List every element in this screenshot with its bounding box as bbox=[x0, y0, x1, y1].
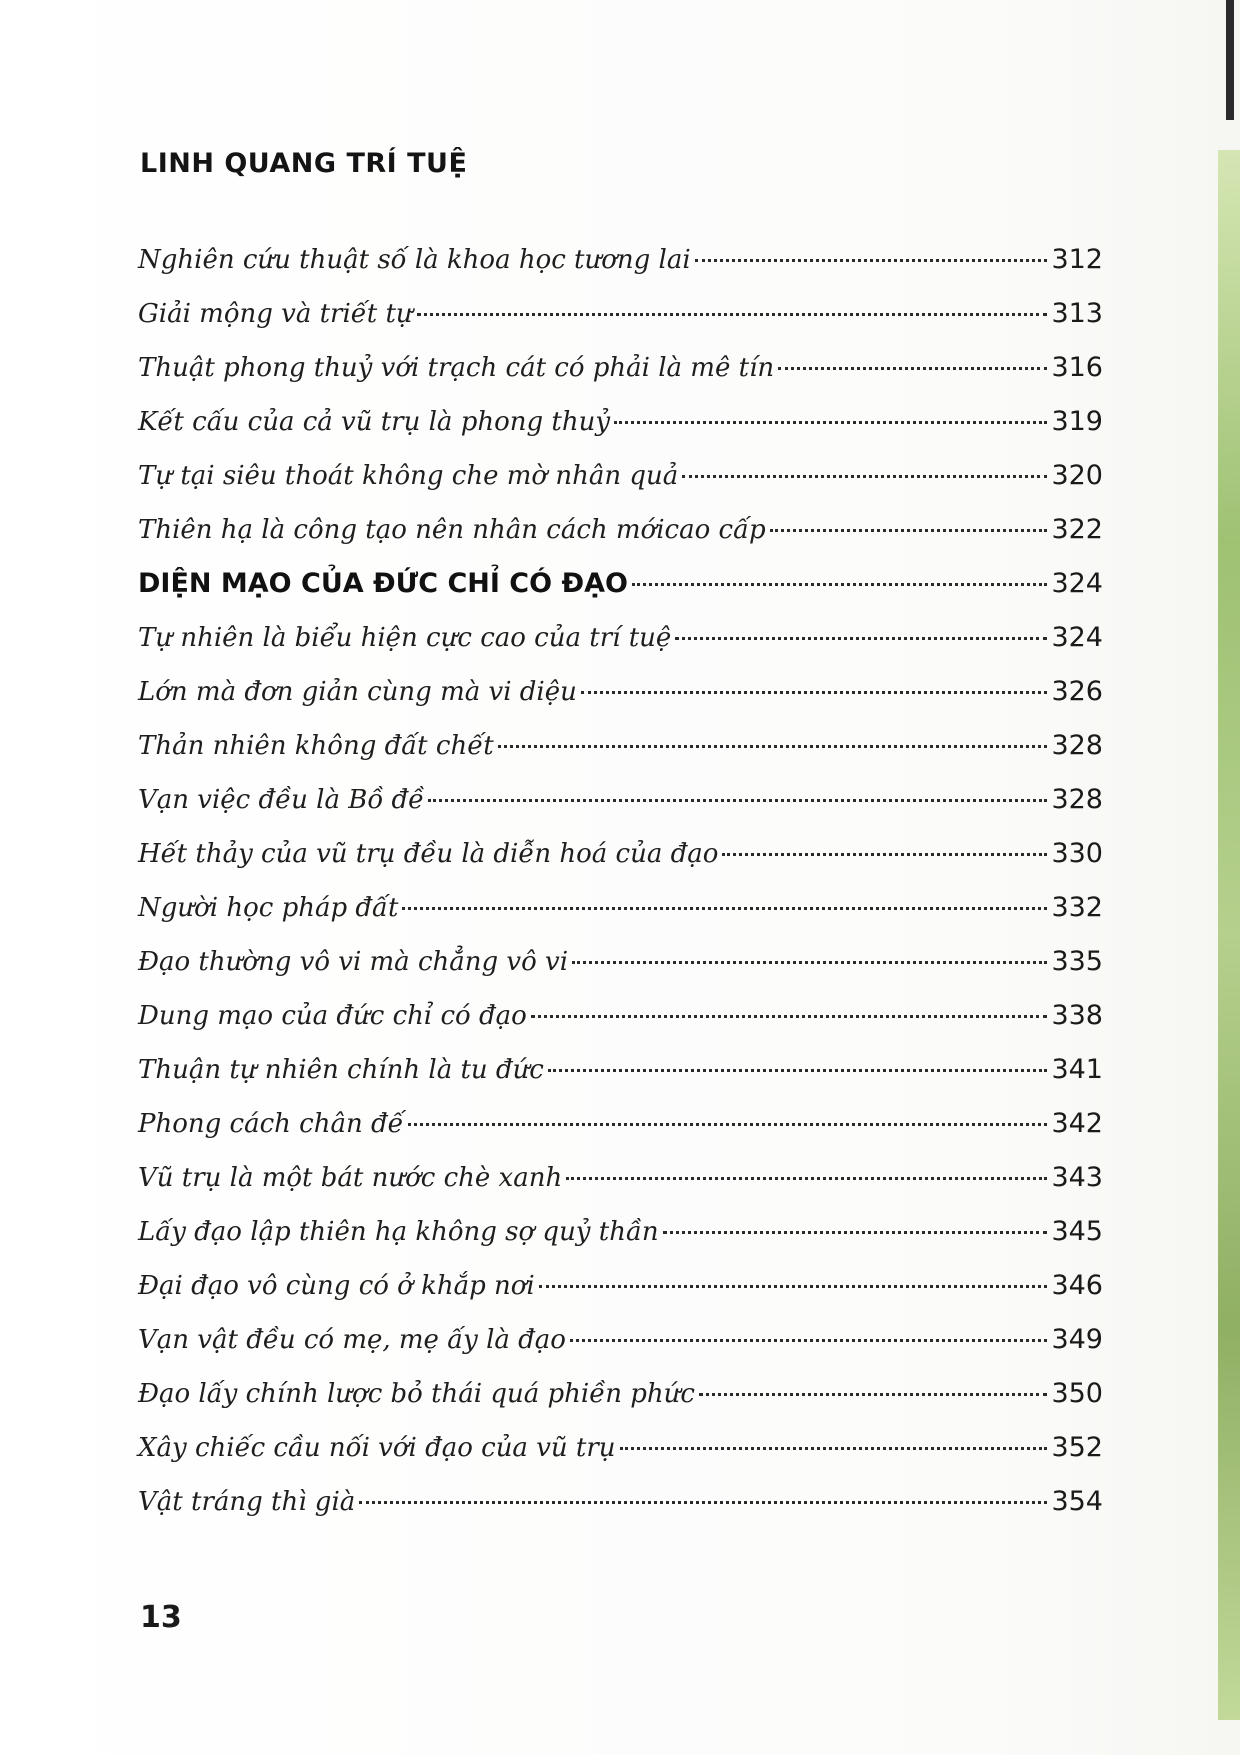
dot-leader bbox=[417, 313, 1048, 316]
dot-leader bbox=[498, 745, 1048, 748]
toc-entry-page: 319 bbox=[1051, 406, 1103, 437]
dot-leader bbox=[614, 421, 1047, 424]
dot-leader bbox=[722, 853, 1047, 856]
toc-entry-page: 350 bbox=[1051, 1378, 1103, 1409]
toc-entry bbox=[138, 514, 1103, 568]
page-edge-shadow bbox=[1226, 0, 1234, 120]
toc-entry-page: 332 bbox=[1051, 892, 1103, 923]
toc-entry bbox=[138, 460, 1103, 514]
dot-leader bbox=[770, 529, 1048, 532]
toc-entry bbox=[138, 352, 1103, 406]
table-of-contents bbox=[138, 244, 1103, 1540]
toc-entry-title: Tự tại siêu thoát không che mờ nhân quả bbox=[138, 461, 679, 491]
toc-entry-page: 324 bbox=[1051, 622, 1103, 653]
toc-entry bbox=[138, 1162, 1103, 1216]
dot-leader bbox=[531, 1015, 1048, 1018]
toc-entry-title: Thiên hạ là công tạo nên nhân cách mớicao cấp bbox=[138, 515, 766, 545]
toc-entry-title: Vạn vật đều có mẹ, mẹ ấy là đạo bbox=[138, 1325, 566, 1355]
toc-entry-page: 343 bbox=[1051, 1162, 1103, 1193]
dot-leader bbox=[663, 1231, 1048, 1234]
dot-leader bbox=[699, 1393, 1048, 1396]
toc-entry bbox=[138, 1432, 1103, 1486]
toc-entry-title: DIỆN MẠO CỦA ĐỨC CHỈ CÓ ĐẠO bbox=[138, 568, 628, 599]
toc-entry bbox=[138, 1054, 1103, 1108]
running-head: LINH QUANG TRÍ TUỆ bbox=[140, 148, 468, 179]
toc-entry-page: 328 bbox=[1051, 730, 1103, 761]
toc-entry bbox=[138, 892, 1103, 946]
toc-entry-title: Thản nhiên không đất chết bbox=[138, 731, 494, 761]
dot-leader bbox=[548, 1069, 1048, 1072]
toc-entry-page: 316 bbox=[1051, 352, 1103, 383]
toc-entry-page: 330 bbox=[1051, 838, 1103, 869]
dot-leader bbox=[402, 907, 1047, 910]
toc-entry-page: 345 bbox=[1051, 1216, 1103, 1247]
toc-entry-title: Đạo lấy chính lược bỏ thái quá phiền phức bbox=[138, 1379, 695, 1409]
toc-entry bbox=[138, 244, 1103, 298]
toc-entry bbox=[138, 1378, 1103, 1432]
toc-entry-title: Vạn việc đều là Bồ đề bbox=[138, 785, 425, 815]
toc-entry-page: 326 bbox=[1051, 676, 1103, 707]
toc-entry-page: 324 bbox=[1051, 568, 1103, 599]
toc-entry bbox=[138, 1324, 1103, 1378]
dot-leader bbox=[428, 799, 1047, 802]
toc-entry bbox=[138, 1000, 1103, 1054]
toc-entry-page: 342 bbox=[1051, 1108, 1103, 1139]
dot-leader bbox=[632, 583, 1048, 586]
toc-entry-title: Người học pháp đất bbox=[138, 893, 399, 923]
toc-entry-title: Hết thảy của vũ trụ đều là diễn hoá của đạo bbox=[138, 839, 719, 869]
toc-entry-page: 328 bbox=[1051, 784, 1103, 815]
toc-entry-title: Tự nhiên là biểu hiện cực cao của trí tuệ bbox=[138, 623, 672, 653]
toc-entry-title: Thuận tự nhiên chính là tu đức bbox=[138, 1055, 544, 1085]
toc-entry-title: Thuật phong thuỷ với trạch cát có phải là mê tín bbox=[138, 353, 775, 383]
toc-entry-page: 346 bbox=[1051, 1270, 1103, 1301]
toc-entry-page: 320 bbox=[1051, 460, 1103, 491]
dot-leader bbox=[566, 1177, 1047, 1180]
toc-entry-title: Vũ trụ là một bát nước chè xanh bbox=[138, 1163, 563, 1193]
toc-entry bbox=[138, 730, 1103, 784]
toc-entry bbox=[138, 946, 1103, 1000]
toc-entry-page: 312 bbox=[1051, 244, 1103, 275]
dot-leader bbox=[675, 637, 1047, 640]
toc-entry-title: Dung mạo của đức chỉ có đạo bbox=[138, 1001, 527, 1031]
dot-leader bbox=[682, 475, 1047, 478]
page-number: 13 bbox=[140, 1600, 182, 1635]
toc-entry-title: Giải mộng và triết tự bbox=[138, 299, 413, 329]
dot-leader bbox=[570, 1339, 1047, 1342]
toc-entry-title: Lớn mà đơn giản cùng mà vi diệu bbox=[138, 677, 577, 707]
toc-entry bbox=[138, 838, 1103, 892]
toc-entry bbox=[138, 406, 1103, 460]
toc-entry-page: 322 bbox=[1051, 514, 1103, 545]
toc-entry bbox=[138, 622, 1103, 676]
toc-entry bbox=[138, 784, 1103, 838]
toc-entry-title: Nghiên cứu thuật số là khoa học tương lai bbox=[138, 245, 691, 275]
toc-section-heading bbox=[138, 568, 1103, 622]
dot-leader bbox=[695, 259, 1048, 262]
toc-entry-title: Xây chiếc cầu nối với đạo của vũ trụ bbox=[138, 1433, 616, 1463]
toc-entry bbox=[138, 1486, 1103, 1540]
toc-entry-title: Đạo thường vô vi mà chẳng vô vi bbox=[138, 947, 569, 977]
dot-leader bbox=[778, 367, 1047, 370]
dot-leader bbox=[620, 1447, 1048, 1450]
toc-entry-page: 341 bbox=[1051, 1054, 1103, 1085]
dot-leader bbox=[572, 961, 1047, 964]
toc-entry bbox=[138, 1108, 1103, 1162]
toc-entry-page: 313 bbox=[1051, 298, 1103, 329]
dot-leader bbox=[539, 1285, 1048, 1288]
toc-entry-title: Phong cách chân đế bbox=[138, 1109, 404, 1139]
toc-entry-page: 349 bbox=[1051, 1324, 1103, 1355]
toc-entry-page: 352 bbox=[1051, 1432, 1103, 1463]
toc-entry bbox=[138, 298, 1103, 352]
dot-leader bbox=[581, 691, 1048, 694]
toc-entry-title: Kết cấu của cả vũ trụ là phong thuỷ bbox=[138, 407, 611, 437]
toc-entry-page: 338 bbox=[1051, 1000, 1103, 1031]
dot-leader bbox=[359, 1501, 1047, 1504]
toc-entry-title: Vật tráng thì già bbox=[138, 1487, 356, 1517]
toc-entry bbox=[138, 1216, 1103, 1270]
toc-entry bbox=[138, 1270, 1103, 1324]
dot-leader bbox=[408, 1123, 1048, 1126]
toc-entry bbox=[138, 676, 1103, 730]
cover-edge bbox=[1218, 150, 1240, 1720]
toc-entry-page: 354 bbox=[1051, 1486, 1103, 1517]
toc-entry-title: Lấy đạo lập thiên hạ không sợ quỷ thần bbox=[138, 1217, 659, 1247]
toc-entry-title: Đại đạo vô cùng có ở khắp nơi bbox=[138, 1271, 535, 1301]
toc-entry-page: 335 bbox=[1051, 946, 1103, 977]
